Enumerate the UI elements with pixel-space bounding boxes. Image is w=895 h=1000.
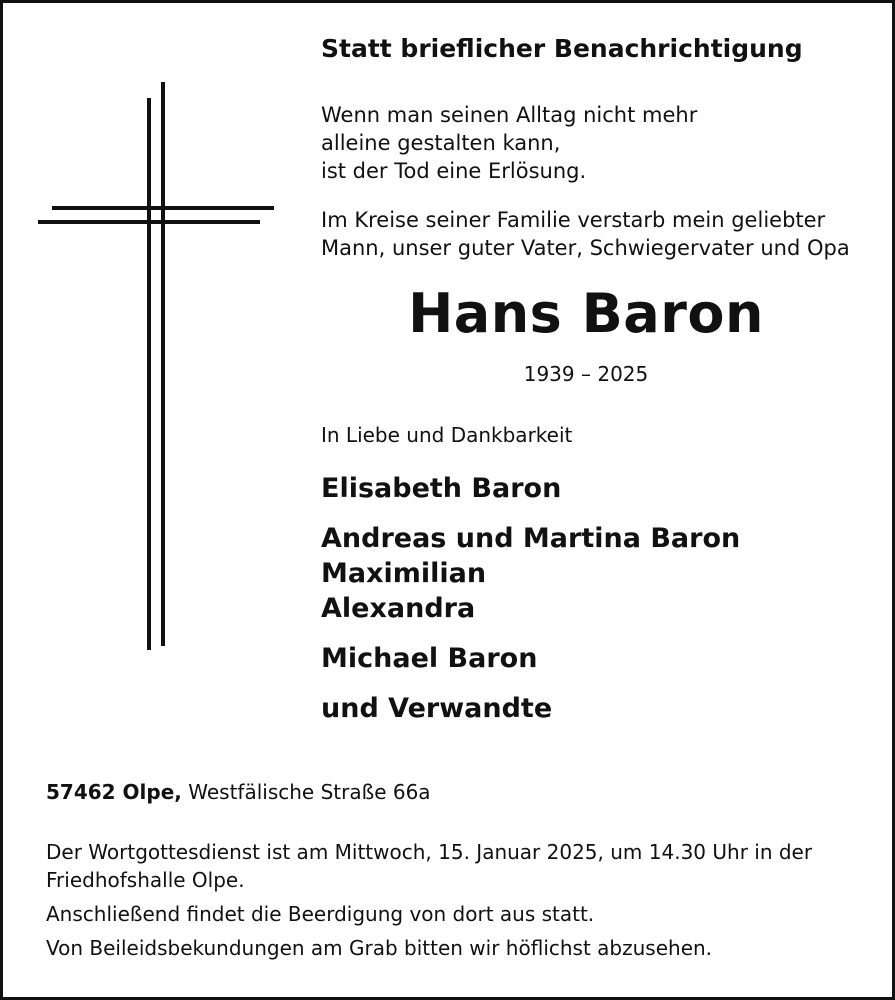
deceased-name: Hans Baron xyxy=(408,282,764,345)
address xyxy=(46,780,431,804)
notice-heading: Statt brieflicher Benachrichtigung xyxy=(321,34,803,63)
mourner-name: Michael Baron xyxy=(321,643,538,674)
burial-notice: Anschließend findet die Beerdigung von dort aus statt. xyxy=(46,902,595,926)
service-notice-line: Friedhofshalle Olpe. xyxy=(46,868,245,892)
intro-line: Im Kreise seiner Familie verstarb mein geliebter xyxy=(321,208,826,232)
verse xyxy=(321,101,697,185)
mourner-name: Alexandra xyxy=(321,593,476,624)
intro-line: Mann, unser guter Vater, Schwiegervater und Opa xyxy=(321,236,850,260)
address-city: 57462 Olpe, xyxy=(46,780,182,804)
condolence-request: Von Beileidsbekundungen am Grab bitten wir höflichst abzusehen. xyxy=(46,936,713,960)
mourner-name: Andreas und Martina Baron xyxy=(321,523,741,554)
verse-line: ist der Tod eine Erlösung. xyxy=(321,159,587,183)
cross-icon xyxy=(36,78,276,650)
mourner-name: Maximilian xyxy=(321,558,487,589)
service-notice-line: Der Wortgottesdienst ist am Mittwoch, 15. Januar 2025, um 14.30 Uhr in der xyxy=(46,840,813,864)
address-street: Westfälische Straße 66a xyxy=(188,780,431,804)
verse-line: Wenn man seinen Alltag nicht mehr xyxy=(321,103,698,127)
life-dates: 1939 – 2025 xyxy=(523,362,649,386)
mourner-name: und Verwandte xyxy=(321,693,553,724)
mourner-name: Elisabeth Baron xyxy=(321,473,562,504)
intro-text xyxy=(321,206,850,262)
closing-phrase: In Liebe und Dankbarkeit xyxy=(321,423,573,447)
verse-line: alleine gestalten kann, xyxy=(321,131,561,155)
